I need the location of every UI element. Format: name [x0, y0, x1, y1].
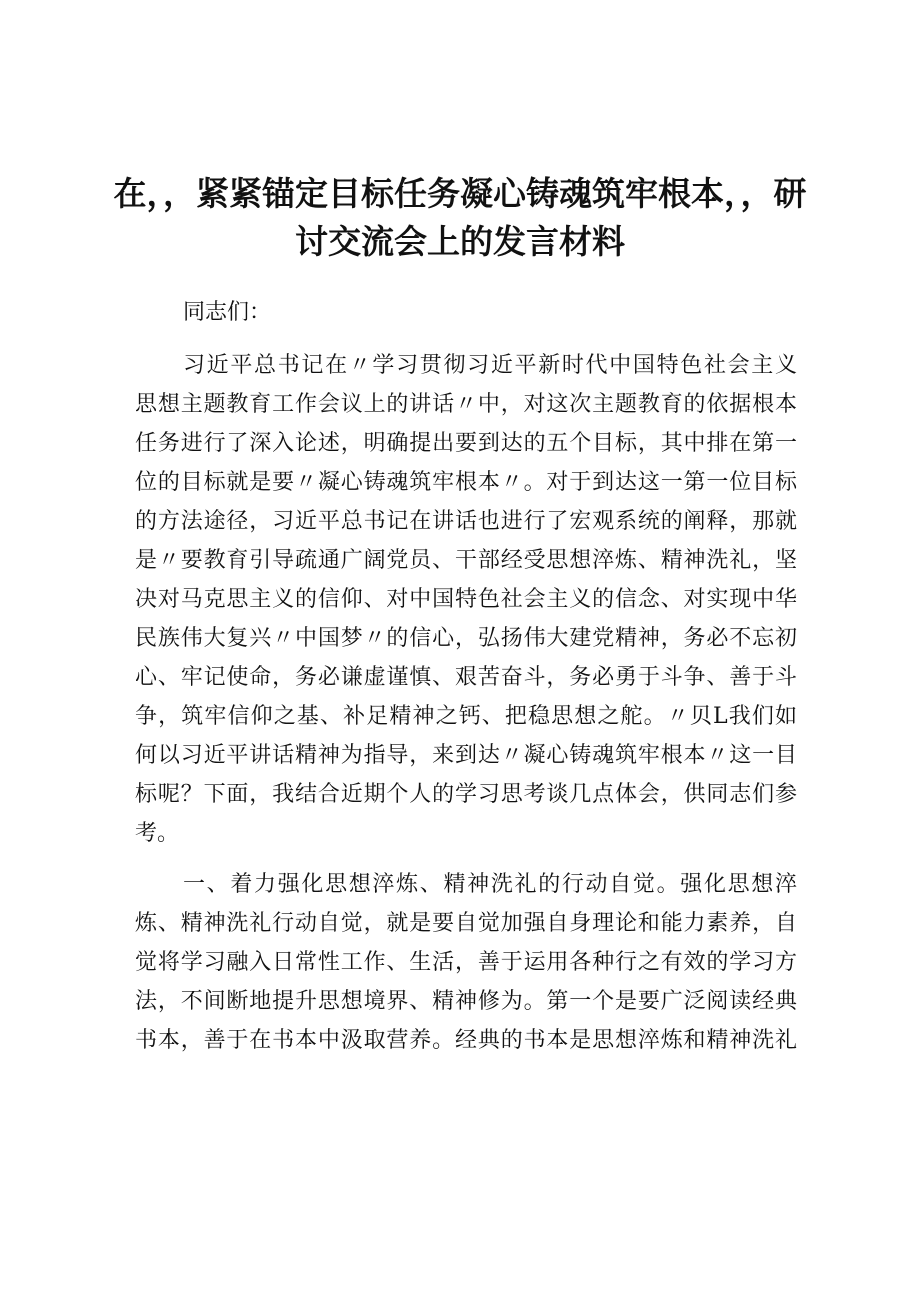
paragraph-1 [135, 346, 797, 853]
document-title [100, 170, 820, 266]
paragraph-2 [135, 865, 797, 1060]
paragraph-line: 法，不间断地提升思想境界、精神修为。第一个是要广泛阅读经典 [135, 989, 797, 1014]
paragraph-line: 标呢？下面，我结合近期个人的学习思考谈几点体会，供同志们参 [135, 782, 797, 807]
document-body [135, 294, 797, 1060]
paragraph-line: 决对马克思主义的信仰、对中国特色社会主义的信念、对实现中华 [135, 587, 797, 612]
paragraph-line: 任务进行了深入论述，明确提出要到达的五个目标，其中排在第一 [135, 431, 797, 456]
paragraph-line: 位的目标就是要〃凝心铸魂筑牢根本〃。对于到达这一第一位目标 [135, 470, 797, 495]
paragraph-line: 何以习近平讲话精神为指导，来到达〃凝心铸魂筑牢根本〃这一目 [135, 743, 797, 768]
paragraph-line: 民族伟大复兴〃中国梦〃的信心，弘扬伟大建党精神，务必不忘初 [135, 626, 797, 651]
title-line-1: 在，，紧紧锚定目标任务凝心铸魂筑牢根本，，研 [113, 174, 807, 213]
paragraph-line: 思想主题教育工作会议上的讲话〃中，对这次主题教育的依据根本 [135, 392, 797, 417]
salutation: 同志们： [183, 300, 272, 325]
paragraph-line: 一、着力强化思想淬炼、精神洗礼的行动自觉。强化思想淬 [183, 872, 797, 897]
paragraph-line: 争，筑牢信仰之基、补足精神之钙、把稳思想之舵。〃贝L我们如 [135, 704, 797, 729]
paragraph-line: 习近平总书记在〃学习贯彻习近平新时代中国特色社会主义 [183, 353, 797, 378]
paragraph-line: 的方法途径，习近平总书记在讲话也进行了宏观系统的阐释，那就 [135, 509, 797, 534]
paragraph-line: 考。 [135, 821, 180, 846]
title-line-2: 讨交流会上的发言材料 [295, 222, 625, 261]
paragraph-line: 心、牢记使命，务必谦虚谨慎、艰苦奋斗，务必勇于斗争、善于斗 [135, 665, 797, 690]
paragraph-line: 是〃要教育引导疏通广阔党员、干部经受思想淬炼、精神洗礼，坚 [135, 548, 797, 573]
paragraph-line: 炼、精神洗礼行动自觉，就是要自觉加强自身理论和能力素养，自 [135, 911, 797, 936]
paragraph-line: 书本，善于在书本中汲取营养。经典的书本是思想淬炼和精神洗礼 [135, 1028, 797, 1053]
paragraph-line: 觉将学习融入日常性工作、生活，善于运用各种行之有效的学习方 [135, 950, 797, 975]
